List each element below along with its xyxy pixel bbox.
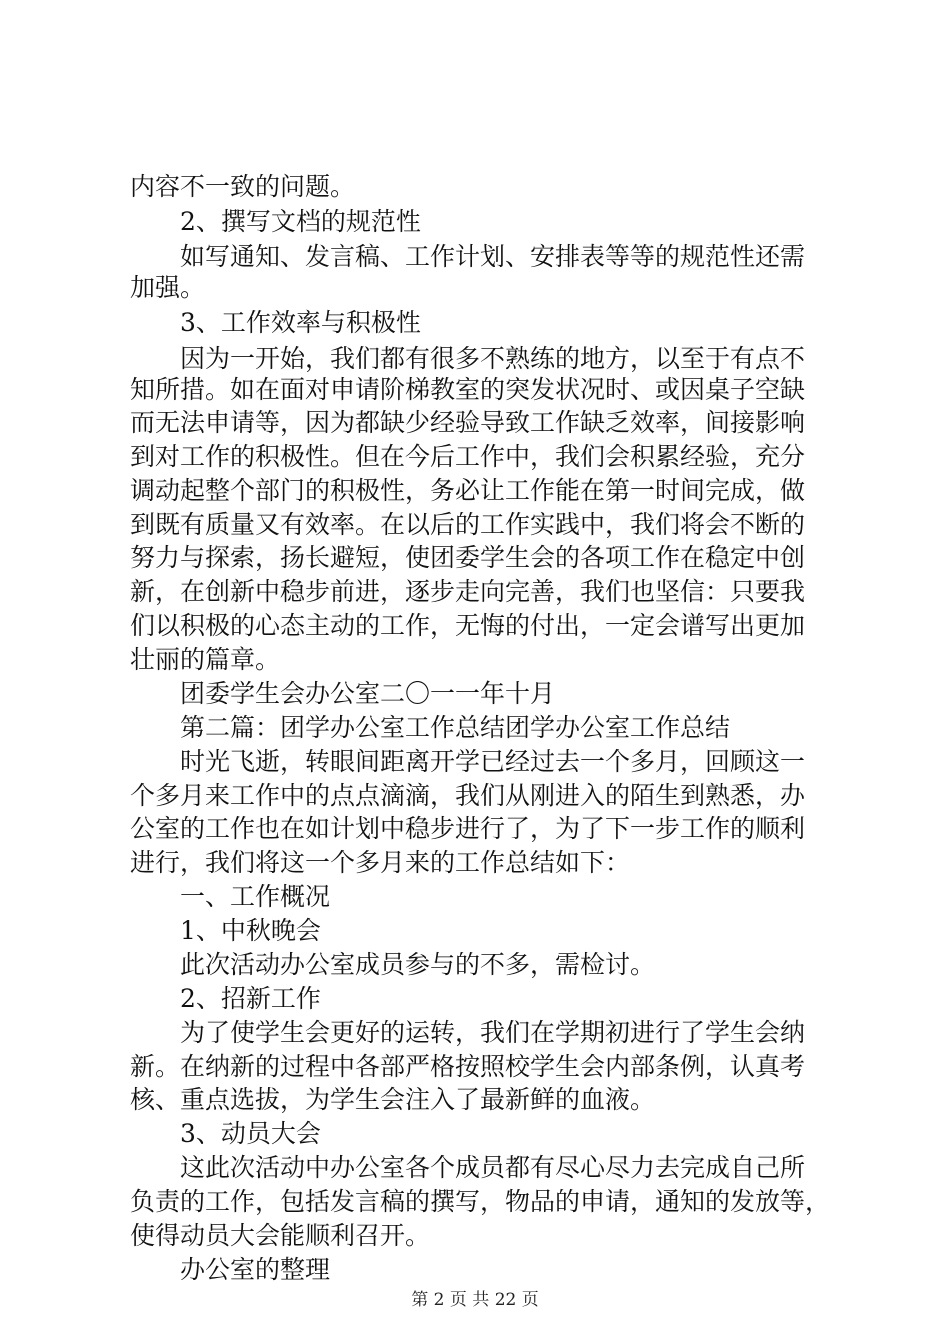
text-line: 使得动员大会能顺利召开。 — [130, 1221, 431, 1250]
text-line: 调动起整个部门的积极性，务必让工作能在第一时间完成，做 — [130, 476, 806, 505]
text-line: 新。在纳新的过程中各部严格按照校学生会内部条例，认真考 — [130, 1052, 806, 1081]
text-line: 时光飞逝，转眼间距离开学已经过去一个多月，回顾这一 — [180, 747, 806, 776]
section-heading: 办公室的整理 — [180, 1255, 331, 1284]
signature-line: 团委学生会办公室二〇一一年十月 — [180, 679, 556, 708]
text-line: 个多月来工作中的点点滴滴，我们从刚进入的陌生到熟悉，办 — [130, 781, 806, 810]
text-line: 新，在创新中稳步前进，逐步走向完善，我们也坚信：只要我 — [130, 577, 806, 606]
text-line: 们以积极的心态主动的工作，无悔的付出，一定会谱写出更加 — [130, 611, 806, 640]
text-line: 到对工作的积极性。但在今后工作中，我们会积累经验，充分 — [130, 442, 806, 471]
section-heading: 3、工作效率与积极性 — [180, 308, 421, 337]
text-line: 加强。 — [130, 273, 206, 302]
text-line: 这此次活动中办公室各个成员都有尽心尽力去完成自己所 — [180, 1153, 806, 1182]
page-number-footer: 第 2 页 共 22 页 — [411, 1290, 539, 1310]
text-line: 因为一开始，我们都有很多不熟练的地方，以至于有点不 — [180, 344, 806, 373]
text-line: 知所措。如在面对申请阶梯教室的突发状况时、或因桌子空缺 — [130, 375, 806, 404]
text-line: 负责的工作，包括发言稿的撰写，物品的申请，通知的发放等， — [130, 1187, 831, 1216]
section-heading: 2、招新工作 — [180, 984, 321, 1013]
text-line: 为了使学生会更好的运转，我们在学期初进行了学生会纳 — [180, 1018, 806, 1047]
text-line: 此次活动办公室成员参与的不多，需检讨。 — [180, 950, 656, 979]
text-line: 进行，我们将这一个多月来的工作总结如下： — [130, 848, 631, 877]
text-line: 如写通知、发言稿、工作计划、安排表等等的规范性还需 — [180, 242, 806, 271]
chapter-title: 第二篇：团学办公室工作总结团学办公室工作总结 — [180, 713, 731, 742]
section-heading: 一、工作概况 — [180, 882, 331, 911]
text-line: 努力与探索，扬长避短，使团委学生会的各项工作在稳定中创 — [130, 543, 806, 572]
section-heading: 2、撰写文档的规范性 — [180, 207, 421, 236]
text-line: 公室的工作也在如计划中稳步进行了，为了下一步工作的顺利 — [130, 814, 806, 843]
text-line: 而无法申请等，因为都缺少经验导致工作缺乏效率，间接影响 — [130, 408, 806, 437]
section-heading: 1、中秋晚会 — [180, 916, 321, 945]
text-line: 壮丽的篇章。 — [130, 645, 281, 674]
text-line: 内容不一致的问题。 — [130, 172, 356, 201]
section-heading: 3、动员大会 — [180, 1119, 321, 1148]
text-line: 到既有质量又有效率。在以后的工作实践中，我们将会不断的 — [130, 510, 806, 539]
text-line: 核、重点选拔，为学生会注入了最新鲜的血液。 — [130, 1085, 656, 1114]
